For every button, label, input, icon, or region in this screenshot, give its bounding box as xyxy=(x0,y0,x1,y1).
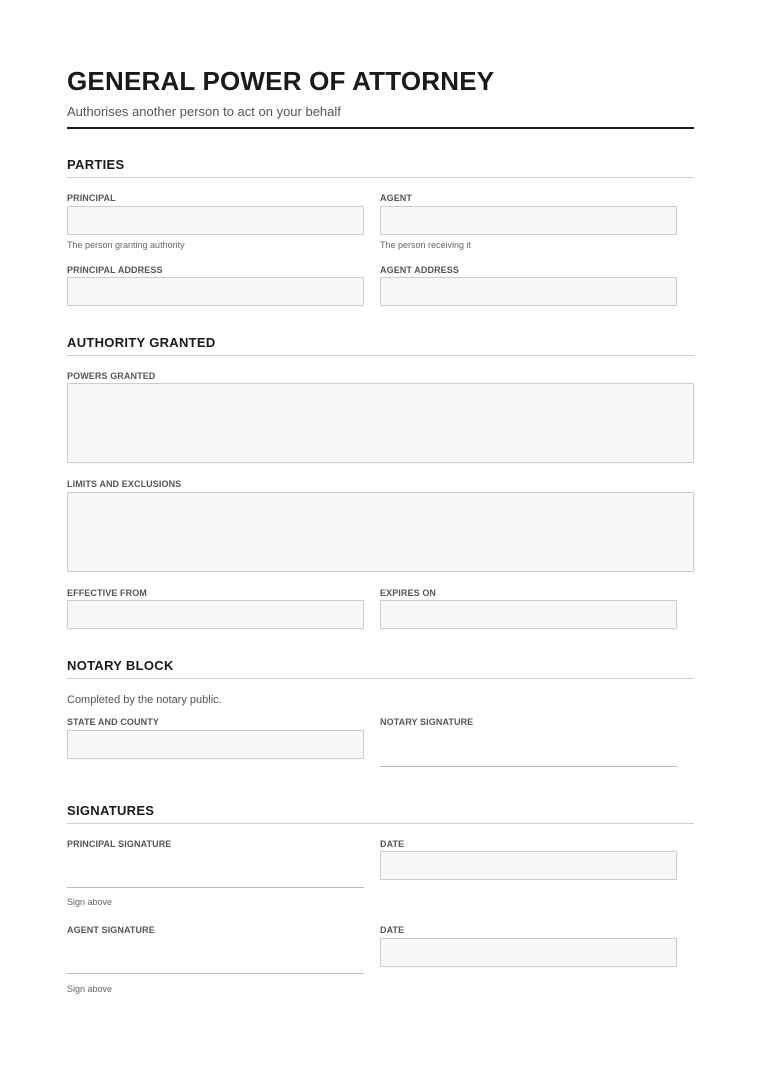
notary-note: Completed by the notary public. xyxy=(67,694,222,706)
expires-on-label: EXPIRES ON xyxy=(380,588,437,598)
effective-from-field[interactable] xyxy=(67,600,364,629)
agent-date-field[interactable] xyxy=(380,938,677,967)
agent-address-label: AGENT ADDRESS xyxy=(380,265,459,275)
section-heading-signatures: SIGNATURES xyxy=(67,803,694,824)
agent-signature-hint: Sign above xyxy=(67,984,113,994)
notary-signature-line[interactable] xyxy=(380,766,677,767)
limits-label: LIMITS AND EXCLUSIONS xyxy=(67,479,182,489)
section-heading-notary: NOTARY BLOCK xyxy=(67,658,694,679)
agent-field[interactable] xyxy=(380,206,677,235)
powers-granted-label: POWERS GRANTED xyxy=(67,371,156,381)
section-heading-parties: PARTIES xyxy=(67,157,694,178)
agent-address-field[interactable] xyxy=(380,277,677,306)
document-subtitle: Authorises another person to act on your behalf xyxy=(67,104,341,119)
principal-signature-label: PRINCIPAL SIGNATURE xyxy=(67,839,172,849)
principal-date-label: DATE xyxy=(380,839,405,849)
document-title: GENERAL POWER OF ATTORNEY xyxy=(67,66,495,96)
agent-signature-line[interactable] xyxy=(67,973,364,974)
powers-granted-textarea[interactable] xyxy=(67,383,694,463)
principal-hint: The person granting authority xyxy=(67,240,185,250)
agent-label: AGENT xyxy=(380,193,412,203)
agent-date-label: DATE xyxy=(380,925,405,935)
section-heading-authority: AUTHORITY GRANTED xyxy=(67,335,694,356)
principal-field[interactable] xyxy=(67,206,364,235)
agent-signature-label: AGENT SIGNATURE xyxy=(67,925,155,935)
principal-address-label: PRINCIPAL ADDRESS xyxy=(67,265,163,275)
principal-date-field[interactable] xyxy=(380,851,677,880)
principal-signature-line[interactable] xyxy=(67,887,364,888)
limits-textarea[interactable] xyxy=(67,492,694,572)
title-divider xyxy=(67,127,694,129)
principal-address-field[interactable] xyxy=(67,277,364,306)
principal-label: PRINCIPAL xyxy=(67,193,116,203)
principal-signature-hint: Sign above xyxy=(67,897,113,907)
agent-hint: The person receiving it xyxy=(380,240,472,250)
state-county-field[interactable] xyxy=(67,730,364,759)
expires-on-field[interactable] xyxy=(380,600,677,629)
effective-from-label: EFFECTIVE FROM xyxy=(67,588,147,598)
notary-signature-label: NOTARY SIGNATURE xyxy=(380,717,474,727)
state-county-label: STATE AND COUNTY xyxy=(67,717,159,727)
